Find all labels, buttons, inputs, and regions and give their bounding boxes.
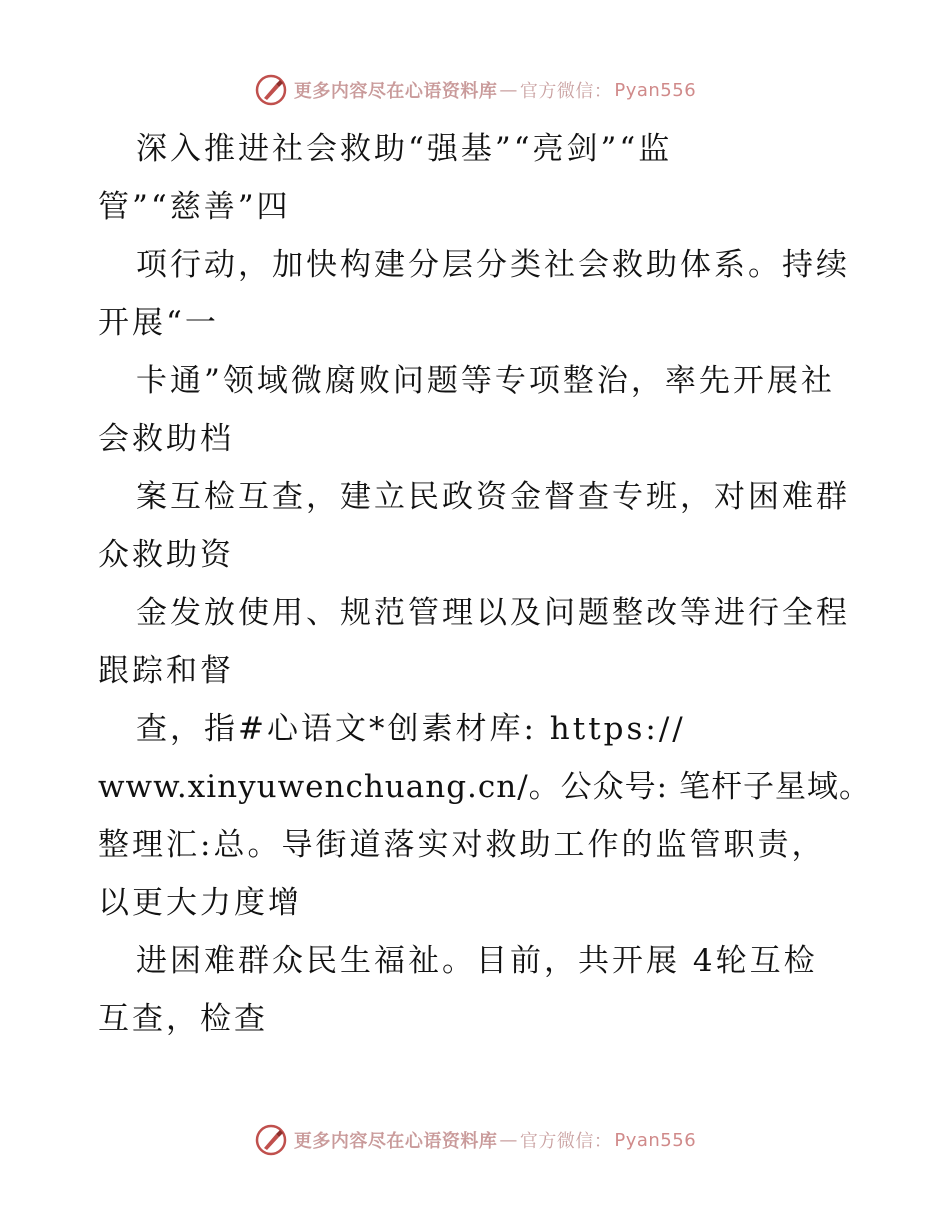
body-line: 互查，检查 (98, 1001, 268, 1037)
body-line: 卡通”领域微腐败问题等专项整治，率先开展社 (136, 363, 835, 399)
body-line: 会救助档 (98, 421, 234, 457)
watermark-official-label: 官方微信： (519, 81, 613, 102)
body-line: www.xinyuwenchuang.cn/。公众号: 笔杆子星域。 (98, 769, 871, 805)
body-line: 进困难群众民生福祉。目前，共开展 4轮互检 (136, 943, 818, 979)
document-body (98, 120, 871, 1048)
body-line: 金发放使用、规范管理以及问题整改等进行全程 (136, 595, 850, 631)
footer-watermark (0, 1120, 950, 1160)
watermark-wechat-id: Pyan556 (614, 79, 697, 101)
body-line: 众救助资 (98, 537, 234, 573)
body-line: 查，指#心语文*创素材库: https:// (136, 711, 686, 747)
watermark-dash: — (499, 79, 518, 101)
body-line: 整理汇:总。导街道落实对救助工作的监管职责， (98, 827, 826, 863)
body-line: 管”“慈善”四 (98, 189, 291, 225)
header-watermark (0, 70, 950, 110)
body-line: 跟踪和督 (98, 653, 234, 689)
watermark-wechat-id: Pyan556 (614, 1129, 697, 1151)
body-line: 案互检互查，建立民政资金督查专班，对困难群 (136, 479, 850, 515)
body-line: 以更大力度增 (98, 885, 302, 921)
watermark-dash: — (499, 1129, 518, 1151)
watermark-official-label: 官方微信： (519, 1131, 613, 1152)
body-line: 项行动，加快构建分层分类社会救助体系。持续 (136, 247, 850, 283)
pen-logo-icon (254, 1123, 288, 1157)
watermark-brand: 更多内容尽在心语资料库 (293, 81, 498, 102)
body-line: 深入推进社会救助“强基”“亮剑”“监 (136, 131, 673, 167)
body-line: 开展“一 (98, 305, 219, 341)
pen-logo-icon (254, 73, 288, 107)
watermark-brand: 更多内容尽在心语资料库 (293, 1131, 498, 1152)
